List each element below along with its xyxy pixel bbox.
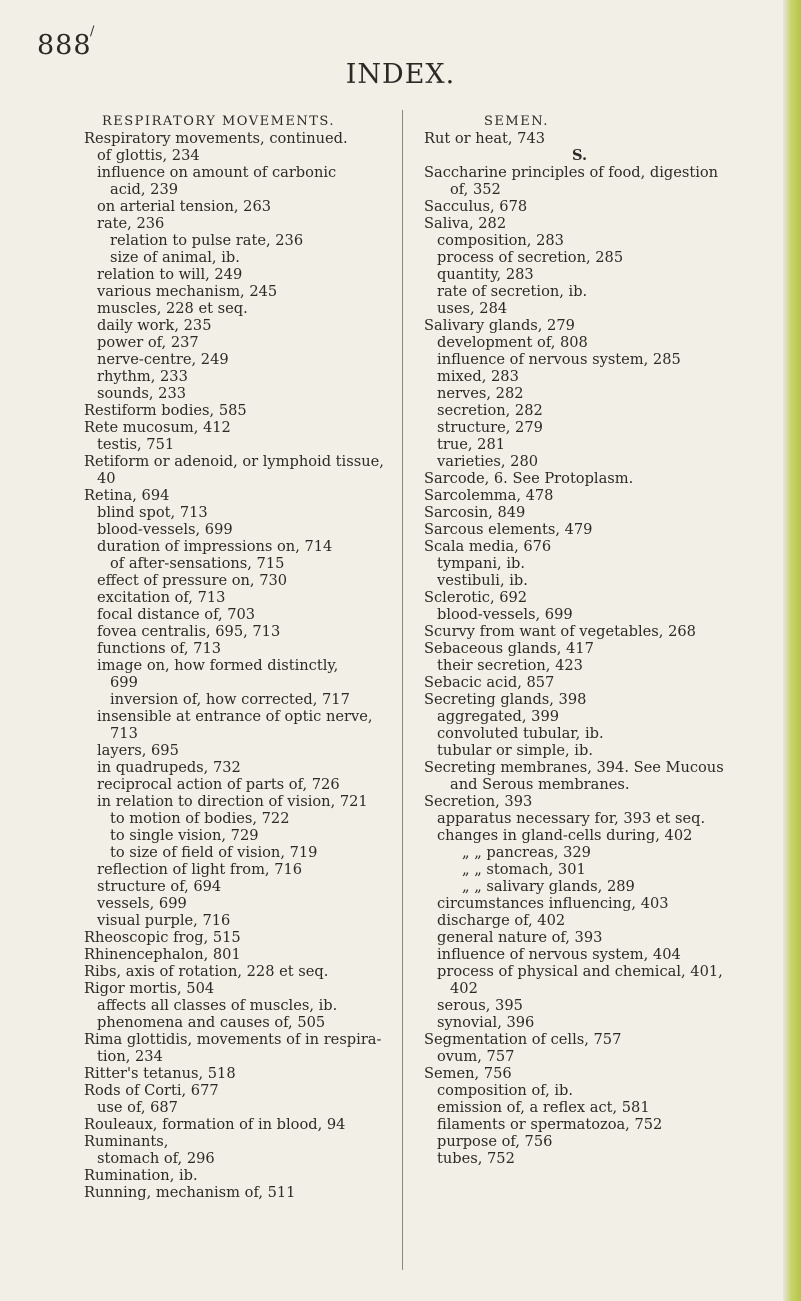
index-entry: to single vision, 729 bbox=[110, 827, 259, 844]
index-entry: emission of, a reflex act, 581 bbox=[437, 1099, 650, 1116]
index-entry: Running, mechanism of, 511 bbox=[84, 1184, 296, 1201]
index-entry: circumstances influencing, 403 bbox=[437, 895, 669, 912]
index-entry: blood-vessels, 699 bbox=[437, 606, 573, 623]
index-entry: convoluted tubular, ib. bbox=[437, 725, 604, 742]
index-entry: Rete mucosum, 412 bbox=[84, 419, 231, 436]
index-entry: Secreting membranes, 394. See Mucous bbox=[424, 759, 724, 776]
index-entry: stomach of, 296 bbox=[97, 1150, 215, 1167]
index-entry: uses, 284 bbox=[437, 300, 508, 317]
right-column bbox=[424, 113, 779, 1167]
index-entry: true, 281 bbox=[437, 436, 506, 453]
index-entry: varieties, 280 bbox=[437, 453, 539, 470]
index-entry: Sarcous elements, 479 bbox=[424, 521, 593, 538]
index-entry: synovial, 396 bbox=[437, 1014, 535, 1031]
index-entry: 402 bbox=[450, 980, 478, 997]
index-entry: Segmentation of cells, 757 bbox=[424, 1031, 622, 1048]
index-entry: Rima glottidis, movements of in respira- bbox=[84, 1031, 382, 1048]
index-entry: use of, 687 bbox=[97, 1099, 178, 1116]
left-column-header: RESPIRATORY MOVEMENTS. bbox=[102, 114, 336, 129]
index-entry: in relation to direction of vision, 721 bbox=[97, 793, 368, 810]
index-entry: relation to will, 249 bbox=[97, 266, 243, 283]
index-entry: acid, 239 bbox=[110, 181, 179, 198]
index-entry: image on, how formed distinctly, bbox=[97, 657, 339, 674]
index-entry: development of, 808 bbox=[437, 334, 588, 351]
index-entry: Respiratory movements, continued. bbox=[84, 130, 348, 147]
index-entry: influence of nervous system, 404 bbox=[437, 946, 681, 963]
index-entry: Scala media, 676 bbox=[424, 538, 552, 555]
index-entry: Sclerotic, 692 bbox=[424, 589, 528, 606]
left-column bbox=[84, 113, 394, 1201]
index-entry: functions of, 713 bbox=[97, 640, 222, 657]
index-entry: relation to pulse rate, 236 bbox=[110, 232, 304, 249]
index-entry: rate of secretion, ib. bbox=[437, 283, 588, 300]
index-entry: „ „ stomach, 301 bbox=[462, 861, 586, 878]
index-entry: apparatus necessary for, 393 et seq. bbox=[437, 810, 706, 827]
index-entry: of, 352 bbox=[450, 181, 501, 198]
index-entry: Rhinencephalon, 801 bbox=[84, 946, 241, 963]
index-entry: tubular or simple, ib. bbox=[437, 742, 593, 759]
index-entry: Retina, 694 bbox=[84, 487, 170, 504]
index-entry: Secretion, 393 bbox=[424, 793, 533, 810]
index-entry: excitation of, 713 bbox=[97, 589, 226, 606]
index-entry: insensible at entrance of optic nerve, bbox=[97, 708, 373, 725]
index-entry: Salivary glands, 279 bbox=[424, 317, 575, 334]
index-entry: Saliva, 282 bbox=[424, 215, 507, 232]
index-entry: 713 bbox=[110, 725, 138, 742]
index-entry: rate, 236 bbox=[97, 215, 165, 232]
index-entry: phenomena and causes of, 505 bbox=[97, 1014, 326, 1031]
index-entry: duration of impressions on, 714 bbox=[97, 538, 333, 555]
index-entry: process of secretion, 285 bbox=[437, 249, 624, 266]
index-entry: nerves, 282 bbox=[437, 385, 524, 402]
index-entry: ovum, 757 bbox=[437, 1048, 515, 1065]
page-title: INDEX. bbox=[345, 59, 456, 90]
index-entry: rhythm, 233 bbox=[97, 368, 188, 385]
index-entry: quantity, 283 bbox=[437, 266, 534, 283]
index-entry: structure of, 694 bbox=[97, 878, 222, 895]
index-entry: visual purple, 716 bbox=[97, 912, 231, 929]
index-entry: inversion of, how corrected, 717 bbox=[110, 691, 350, 708]
section-letter: S. bbox=[572, 147, 588, 164]
index-entry: serous, 395 bbox=[437, 997, 523, 1014]
index-entry: Rods of Corti, 677 bbox=[84, 1082, 219, 1099]
index-entry: sounds, 233 bbox=[97, 385, 187, 402]
index-entry: Rheoscopic frog, 515 bbox=[84, 929, 241, 946]
index-entry: structure, 279 bbox=[437, 419, 543, 436]
index-entry: Scurvy from want of vegetables, 268 bbox=[424, 623, 696, 640]
page-number: 888 bbox=[37, 30, 92, 61]
index-entry: Sebaceous glands, 417 bbox=[424, 640, 594, 657]
index-entry: reciprocal action of parts of, 726 bbox=[97, 776, 340, 793]
index-entry: composition of, ib. bbox=[437, 1082, 574, 1099]
index-entry: „ „ pancreas, 329 bbox=[462, 844, 591, 861]
index-entry: process of physical and chemical, 401, bbox=[437, 963, 723, 980]
index-entry: 40 bbox=[97, 470, 116, 487]
index-entry: Rumination, ib. bbox=[84, 1167, 198, 1184]
index-entry: mixed, 283 bbox=[437, 368, 519, 385]
right-entries bbox=[424, 130, 779, 1167]
index-entry: Sebacic acid, 857 bbox=[424, 674, 555, 691]
index-entry: vessels, 699 bbox=[97, 895, 187, 912]
index-entry: changes in gland-cells during, 402 bbox=[437, 827, 693, 844]
index-entry: blood-vessels, 699 bbox=[97, 521, 233, 538]
index-entry: on arterial tension, 263 bbox=[97, 198, 272, 215]
index-entry: to size of field of vision, 719 bbox=[110, 844, 318, 861]
left-entries bbox=[84, 130, 394, 1201]
index-entry: blind spot, 713 bbox=[97, 504, 208, 521]
index-entry: „ „ salivary glands, 289 bbox=[462, 878, 635, 895]
index-entry: tympani, ib. bbox=[437, 555, 525, 572]
index-entry: tubes, 752 bbox=[437, 1150, 515, 1167]
index-entry: their secretion, 423 bbox=[437, 657, 583, 674]
index-entry: Sacculus, 678 bbox=[424, 198, 528, 215]
index-entry: filaments or spermatozoa, 752 bbox=[437, 1116, 663, 1133]
index-entry: aggregated, 399 bbox=[437, 708, 560, 725]
index-entry: of after-sensations, 715 bbox=[110, 555, 285, 572]
index-entry: of glottis, 234 bbox=[97, 147, 200, 164]
index-entry: secretion, 282 bbox=[437, 402, 543, 419]
index-entry: effect of pressure on, 730 bbox=[97, 572, 288, 589]
index-entry: Semen, 756 bbox=[424, 1065, 512, 1082]
margin-mark: / bbox=[90, 24, 95, 39]
index-entry: size of animal, ib. bbox=[110, 249, 240, 266]
index-entry: discharge of, 402 bbox=[437, 912, 566, 929]
index-entry: general nature of, 393 bbox=[437, 929, 603, 946]
index-entry: Retiform or adenoid, or lymphoid tissue, bbox=[84, 453, 384, 470]
index-entry: and Serous membranes. bbox=[450, 776, 630, 793]
index-entry: Sarcosin, 849 bbox=[424, 504, 526, 521]
index-entry: testis, 751 bbox=[97, 436, 175, 453]
index-entry: layers, 695 bbox=[97, 742, 179, 759]
index-entry: focal distance of, 703 bbox=[97, 606, 256, 623]
page-edge bbox=[783, 0, 801, 1301]
index-entry: Secreting glands, 398 bbox=[424, 691, 587, 708]
index-entry: fovea centralis, 695, 713 bbox=[97, 623, 281, 640]
index-entry: tion, 234 bbox=[97, 1048, 163, 1065]
index-entry: nerve-centre, 249 bbox=[97, 351, 229, 368]
column-divider bbox=[402, 110, 403, 1270]
index-entry: Sarcolemma, 478 bbox=[424, 487, 554, 504]
index-entry: to motion of bodies, 722 bbox=[110, 810, 290, 827]
index-entry: purpose of, 756 bbox=[437, 1133, 553, 1150]
index-entry: Restiform bodies, 585 bbox=[84, 402, 247, 419]
right-column-header: SEMEN. bbox=[484, 114, 549, 129]
index-entry: composition, 283 bbox=[437, 232, 564, 249]
index-entry: muscles, 228 et seq. bbox=[97, 300, 248, 317]
index-entry: power of, 237 bbox=[97, 334, 199, 351]
index-entry: Rigor mortis, 504 bbox=[84, 980, 215, 997]
index-entry: Saccharine principles of food, digestion bbox=[424, 164, 719, 181]
index-entry: daily work, 235 bbox=[97, 317, 212, 334]
index-entry: influence on amount of carbonic bbox=[97, 164, 337, 181]
index-entry: vestibuli, ib. bbox=[437, 572, 528, 589]
index-entry: various mechanism, 245 bbox=[97, 283, 278, 300]
index-entry: affects all classes of muscles, ib. bbox=[97, 997, 338, 1014]
index-entry: Ribs, axis of rotation, 228 et seq. bbox=[84, 963, 329, 980]
index-entry: Rouleaux, formation of in blood, 94 bbox=[84, 1116, 346, 1133]
index-entry: Rut or heat, 743 bbox=[424, 130, 546, 147]
index-entry: reflection of light from, 716 bbox=[97, 861, 303, 878]
index-entry: Ruminants, bbox=[84, 1133, 169, 1150]
index-entry: in quadrupeds, 732 bbox=[97, 759, 241, 776]
index-entry: influence of nervous system, 285 bbox=[437, 351, 681, 368]
index-entry: Sarcode, 6. See Protoplasm. bbox=[424, 470, 634, 487]
index-entry: Ritter's tetanus, 518 bbox=[84, 1065, 236, 1082]
index-entry: 699 bbox=[110, 674, 138, 691]
